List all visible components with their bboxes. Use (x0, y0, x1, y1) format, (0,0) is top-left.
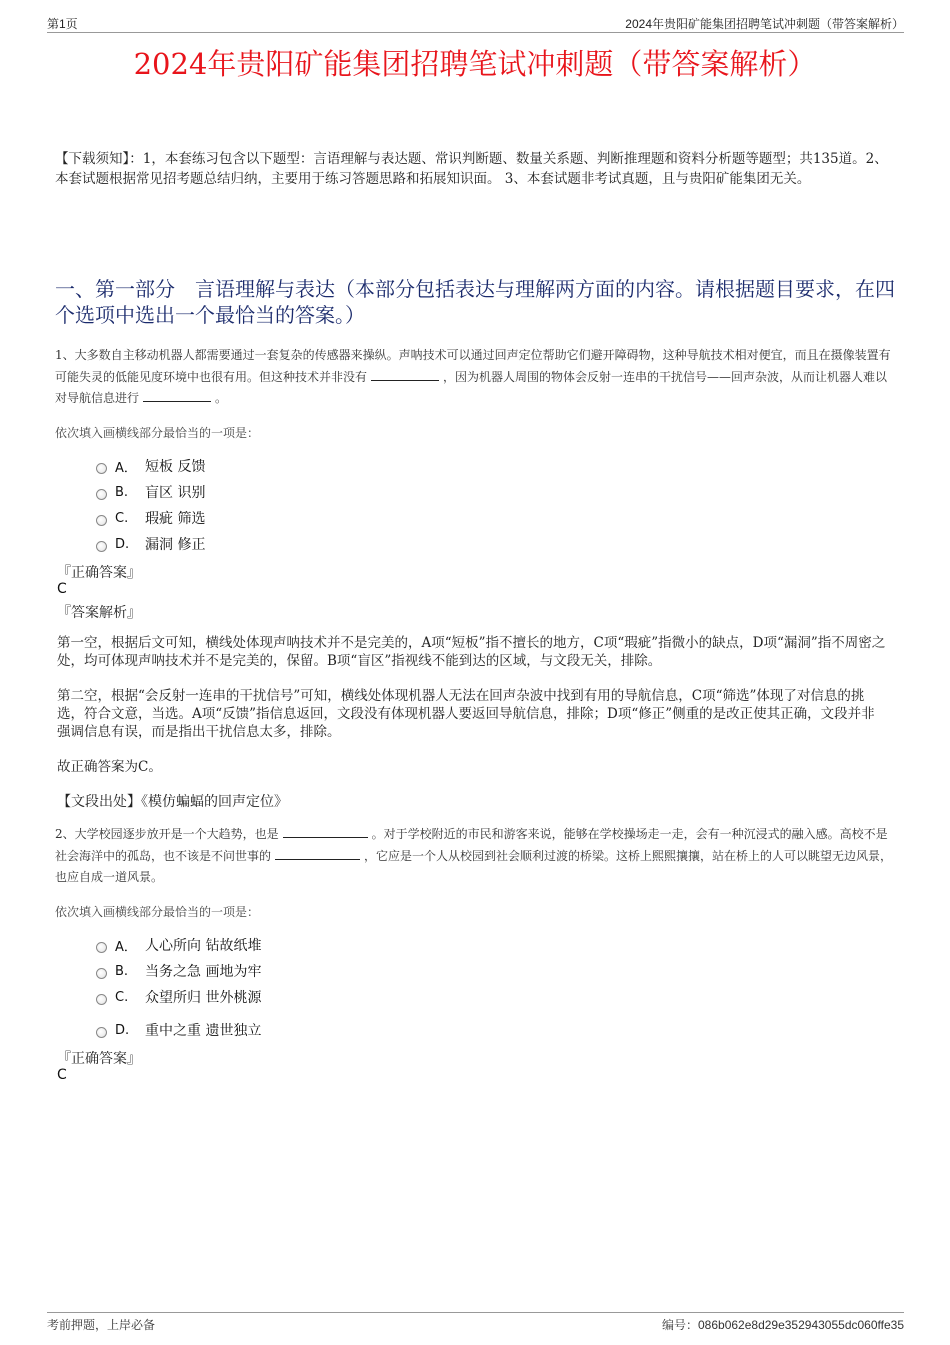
fill-blank (283, 825, 368, 838)
analysis-paragraph-2: 第二空，根据“会反射一连串的干扰信号”可知，横线处体现机器人无法在回声杂波中找到有用的导航信息，C项“筛选”体现了对信息的挑选，符合文意，当选。A项“反馈”指信息返回，文段没有体现机器人要返回导航信息，排除；D项“修正”侧重的是改正使其正确，文段并非强调信息有误，而是指出干扰信息太多，排除。 (57, 688, 875, 740)
radio-icon[interactable] (96, 541, 107, 552)
analysis-label: 『答案解析』 (57, 605, 141, 621)
stem-text: 2、大学校园逐步放开是一个大趋势，也是 (55, 827, 279, 841)
radio-icon[interactable] (96, 968, 107, 979)
radio-icon[interactable] (96, 515, 107, 526)
question-2-prompt: 依次填入画横线部分最恰当的一项是： (55, 905, 260, 919)
option-letter: A． (115, 939, 137, 955)
question-1-option-d[interactable] (96, 534, 205, 554)
option-letter: D. (115, 1022, 130, 1038)
stem-text: ，因为机器人周围的物体会反射一连串的干扰信号——回声杂波，从而让机器人难以对导航信息进行 (55, 369, 888, 405)
option-letter: C. (115, 989, 129, 1005)
question-1-option-a[interactable] (96, 456, 205, 476)
stem-text: 。对于学校附近的市民和游客来说，能够在学校操场走一走，会有一种沉浸式的融入感。高校不是社会海洋中的孤岛，也不该是不问世事的 (55, 827, 888, 863)
radio-icon[interactable] (96, 489, 107, 500)
question-2-stem (55, 824, 895, 889)
question-2-option-c[interactable] (96, 987, 261, 1007)
fill-blank (143, 389, 211, 402)
section-heading: 一、第一部分 言语理解与表达（本部分包括表达与理解两方面的内容。请根据题目要求，在四个选项中选出一个最恰当的答案。） (55, 277, 895, 327)
passage-source: 【文段出处】《模仿蝙蝠的回声定位》 (57, 794, 288, 810)
analysis-conclusion: 故正确答案为C。 (57, 759, 162, 775)
radio-icon[interactable] (96, 1027, 107, 1038)
page-header (47, 14, 904, 33)
correct-answer: C (57, 1067, 67, 1083)
radio-icon[interactable] (96, 463, 107, 474)
option-text: 重中之重 遗世独立 (145, 1023, 262, 1039)
stem-text: 1、大多数自主移动机器人都需要通过一套复杂的传感器来操纵。声呐技术可以通过回声定位帮助它们避开障碍物，这种导航技术相对便宜，而且在摄像装置有可能失灵的低能见度环境中也很有用。但这种技术并非没有 (55, 348, 891, 384)
option-letter: D. (115, 536, 130, 552)
download-notice: 【下载须知】：1，本套练习包含以下题型：言语理解与表达题、常识判断题、数量关系题、判断推理题和资料分析题等题型；共135道。2、本套试题根据常见招考题总结归纳，主要用于练习答题思路和拓展知识面。 3、本套试题非考试真题，且与贵阳矿能集团无关。 (55, 151, 888, 187)
question-1-stem (55, 345, 895, 410)
question-1-prompt: 依次填入画横线部分最恰当的一项是： (55, 426, 260, 440)
correct-answer-label: 『正确答案』 (57, 565, 141, 581)
correct-answer-label: 『正确答案』 (57, 1051, 141, 1067)
analysis-paragraph-1: 第一空，根据后文可知，横线处体现声呐技术并不是完美的，A项“短板”指不擅长的地方，C项“瑕疵”指微小的缺点，D项“漏洞”指不周密之处，均可体现声呐技术并不是完美的，保留。B项“盲区”指视线不能到达的区域，与文段无关，排除。 (57, 635, 886, 669)
question-1-option-b[interactable] (96, 482, 205, 502)
option-text: 众望所归 世外桃源 (145, 990, 262, 1006)
header-doc-title: 2024年贵阳矿能集团招聘笔试冲刺题（带答案解析） (625, 17, 904, 31)
fill-blank (275, 847, 360, 860)
question-2-option-d[interactable] (96, 1020, 261, 1040)
option-letter: A． (115, 460, 137, 476)
footer-serial: 编号：086b062e8d29e352943055dc060ffe35 (662, 1318, 904, 1332)
fill-blank (371, 368, 439, 381)
option-text: 漏洞 修正 (145, 537, 206, 553)
option-text: 人心所向 钻故纸堆 (145, 938, 262, 954)
stem-text: 。 (215, 391, 228, 405)
option-letter: C. (115, 510, 129, 526)
page-footer (47, 1312, 904, 1332)
option-letter: B. (115, 963, 129, 979)
document-title: 2024年贵阳矿能集团招聘笔试冲刺题（带答案解析） (133, 47, 817, 81)
correct-answer: C (57, 581, 67, 597)
option-text: 短板 反馈 (145, 459, 206, 475)
question-1-option-c[interactable] (96, 508, 205, 528)
radio-icon[interactable] (96, 942, 107, 953)
question-2-option-b[interactable] (96, 961, 261, 981)
option-text: 瑕疵 筛选 (145, 511, 206, 527)
stem-text: ，它应是一个人从校园到社会顺利过渡的桥梁。这桥上熙熙攘攘，站在桥上的人可以眺望无边风景，也应自成一道风景。 (55, 848, 893, 884)
radio-icon[interactable] (96, 994, 107, 1005)
option-text: 盲区 识别 (145, 485, 206, 501)
option-letter: B. (115, 484, 129, 500)
option-text: 当务之急 画地为牢 (145, 964, 262, 980)
question-2-option-a[interactable] (96, 935, 261, 955)
footer-slogan: 考前押题，上岸必备 (47, 1318, 156, 1332)
page-number: 第1页 (47, 17, 78, 31)
